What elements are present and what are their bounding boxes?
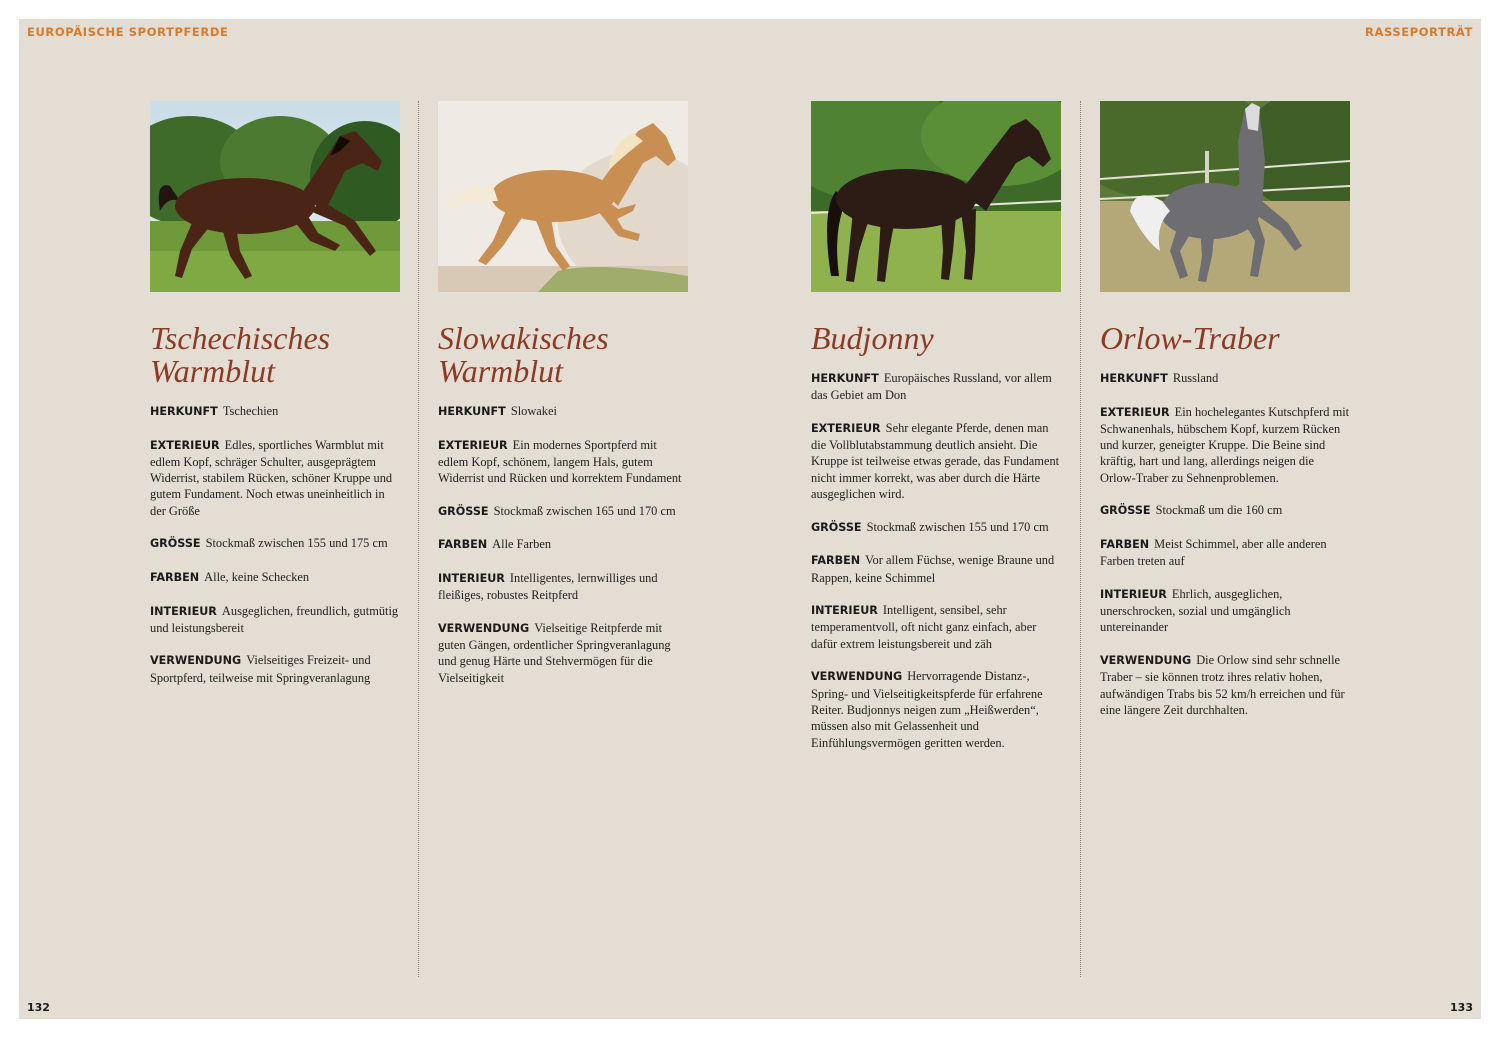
attr-label: FARBEN [150, 570, 200, 584]
attr-text: Europäisches Russland, vor allem das Gebiet am Don [811, 371, 1052, 403]
attr-text: Stockmaß zwischen 155 und 170 cm [866, 519, 1049, 534]
running-head-right: RASSEPORTRÄT [1365, 25, 1473, 39]
attr-text: Vielseitige Reitpferde mit guten Gängen, ordentlicher Springveranlagung und genug Härte und Stehvermögen für die Vielseitigkeit [438, 620, 671, 685]
dapple-grey-horse-trotting-photo [1100, 101, 1350, 292]
book-spread [19, 19, 1481, 1019]
attr-label: FARBEN [438, 538, 488, 552]
breed-attributes [811, 370, 1063, 751]
column-divider-left-page [418, 101, 419, 977]
breed-title: Orlow-Traber [1100, 320, 1280, 356]
page-number-left: 132 [27, 1001, 50, 1014]
attr-text: Die Orlow sind sehr schnelle Traber – sie können trotz ihres relativ hohen, aufwändigen Trabs bis 52 km/h erreichen und für eine längere Zeit durchhalten. [1100, 653, 1345, 717]
attr-label: HERKUNFT [1100, 372, 1168, 385]
breed-article-slowakisches-warmblut [438, 101, 690, 702]
attr-exterieur [150, 437, 402, 519]
attr-herkunft [438, 403, 690, 420]
attr-text: Ausgeglichen, freundlich, gutmütig und leistungsbereit [150, 603, 399, 635]
breed-title: Slowakisches Warmblut [438, 320, 609, 389]
attr-farben [1100, 536, 1352, 570]
bay-horse-trotting-photo [150, 101, 400, 292]
attr-label: EXTERIEUR [811, 421, 881, 435]
attr-label: FARBEN [1100, 537, 1150, 551]
attr-label: HERKUNFT [150, 405, 218, 418]
attr-verwendung [150, 652, 402, 686]
attr-text: Ehrlich, ausgeglichen, unerschrocken, sozial und umgänglich untereinander [1100, 586, 1291, 635]
attr-text: Stockmaß zwischen 165 und 170 cm [493, 503, 676, 518]
attr-label: GRÖSSE [150, 537, 201, 551]
attr-label: VERWENDUNG [150, 654, 242, 668]
running-head-left: EUROPÄISCHE SPORTPFERDE [27, 25, 229, 39]
breed-article-tschechisches-warmblut [150, 101, 402, 702]
attr-herkunft [811, 370, 1063, 404]
attr-label: INTERIEUR [1100, 587, 1167, 601]
attr-text: Ein hochelegantes Kutschpferd mit Schwanenhals, hübschem Kopf, kurzem Rücken und kurzer, geneigter Kruppe. Die Beine sind kräftig, hart und lang, allerdings neigen die Orlow-Traber zu Sehnenproblemen. [1100, 404, 1350, 485]
attr-label: EXTERIEUR [150, 438, 220, 452]
attr-verwendung [438, 620, 690, 686]
attr-interieur [150, 603, 402, 637]
attr-text: Meist Schimmel, aber alle anderen Farben treten auf [1100, 536, 1327, 569]
attr-text: Alle, keine Schecken [204, 569, 310, 584]
attr-farben [811, 552, 1063, 586]
breed-attributes [438, 403, 690, 686]
attr-exterieur [1100, 404, 1352, 486]
attr-groesse [438, 503, 690, 520]
attr-label: HERKUNFT [811, 372, 879, 385]
dark-bay-horse-standing-photo [811, 101, 1061, 292]
attr-text: Stockmaß um die 160 cm [1155, 503, 1283, 518]
attr-label: GRÖSSE [811, 520, 862, 534]
attr-text: Intelligent, sensibel, sehr temperamentvoll, oft nicht ganz einfach, aber dafür extrem leistungsbereit und zäh [811, 603, 1037, 651]
attr-text: Hervorragende Distanz-, Spring- und Vielseitigkeitspferde für erfahrene Reiter. Budjonnys neigen zum „Heißwerden“, müssen also mit Gelassenheit und Einfühlungsvermögen geritten werden. [811, 669, 1043, 750]
attr-text: Stockmaß zwischen 155 und 175 cm [205, 536, 388, 551]
attr-label: EXTERIEUR [1100, 405, 1170, 419]
attr-label: FARBEN [811, 554, 861, 568]
attr-text: Vor allem Füchse, wenige Braune und Rappen, keine Schimmel [811, 553, 1055, 585]
attr-verwendung [1100, 652, 1352, 718]
attr-groesse [811, 519, 1063, 536]
attr-groesse [150, 535, 402, 552]
attr-label: VERWENDUNG [438, 621, 530, 635]
attr-verwendung [811, 668, 1063, 750]
breed-article-budjonny [811, 101, 1063, 767]
attr-text: Alle Farben [492, 537, 552, 552]
attr-label: EXTERIEUR [438, 438, 508, 452]
palomino-horse-galloping-photo [438, 101, 688, 292]
attr-text: Sehr elegante Pferde, denen man die Vollblutabstammung deutlich ansieht. Die Kruppe ist teilweise etwas gerade, das Fundament nicht immer korrekt, was aber durch die Härte ausgeglichen wird. [811, 420, 1060, 502]
column-divider-right-page [1080, 101, 1081, 977]
attr-interieur [438, 570, 690, 604]
attr-herkunft [150, 403, 402, 420]
attr-text: Russland [1172, 371, 1219, 385]
breed-title: Budjonny [811, 320, 934, 356]
attr-text: Edles, sportliches Warmblut mit edlem Kopf, schräger Schulter, ausgeprägtem Widerrist, stabilem Rücken, schöner Kruppe und gutem Fundament. Noch etwas uneinheitlich in der Größe [150, 437, 393, 518]
breed-attributes [150, 403, 402, 686]
attr-text: Intelligentes, lernwilliges und fleißiges, robustes Reitpferd [438, 570, 658, 603]
breed-title: Tschechisches Warmblut [150, 320, 331, 389]
attr-label: INTERIEUR [811, 604, 878, 618]
attr-text: Slowakei [510, 404, 557, 418]
attr-label: GRÖSSE [1100, 504, 1151, 518]
attr-exterieur [811, 420, 1063, 502]
breed-article-orlow-traber [1100, 101, 1352, 735]
attr-label: VERWENDUNG [811, 670, 903, 684]
attr-label: VERWENDUNG [1100, 654, 1192, 668]
attr-exterieur [438, 437, 690, 487]
attr-label: GRÖSSE [438, 504, 489, 518]
attr-interieur [1100, 586, 1352, 636]
attr-label: HERKUNFT [438, 405, 506, 418]
attr-farben [438, 536, 690, 553]
attr-text: Vielseitiges Freizeit- und Sportpferd, teilweise mit Springveranlagung [150, 653, 371, 685]
page-number-right: 133 [1450, 1001, 1473, 1014]
attr-label: INTERIEUR [150, 604, 217, 618]
attr-label: INTERIEUR [438, 571, 505, 585]
attr-groesse [1100, 502, 1352, 519]
attr-text: Ein modernes Sportpferd mit edlem Kopf, schönem, langem Hals, gutem Widerrist und Rücken und korrektem Fundament [438, 437, 682, 486]
breed-attributes [1100, 370, 1352, 718]
attr-text: Tschechien [222, 404, 279, 418]
attr-farben [150, 569, 402, 586]
attr-interieur [811, 602, 1063, 652]
attr-herkunft [1100, 370, 1352, 387]
